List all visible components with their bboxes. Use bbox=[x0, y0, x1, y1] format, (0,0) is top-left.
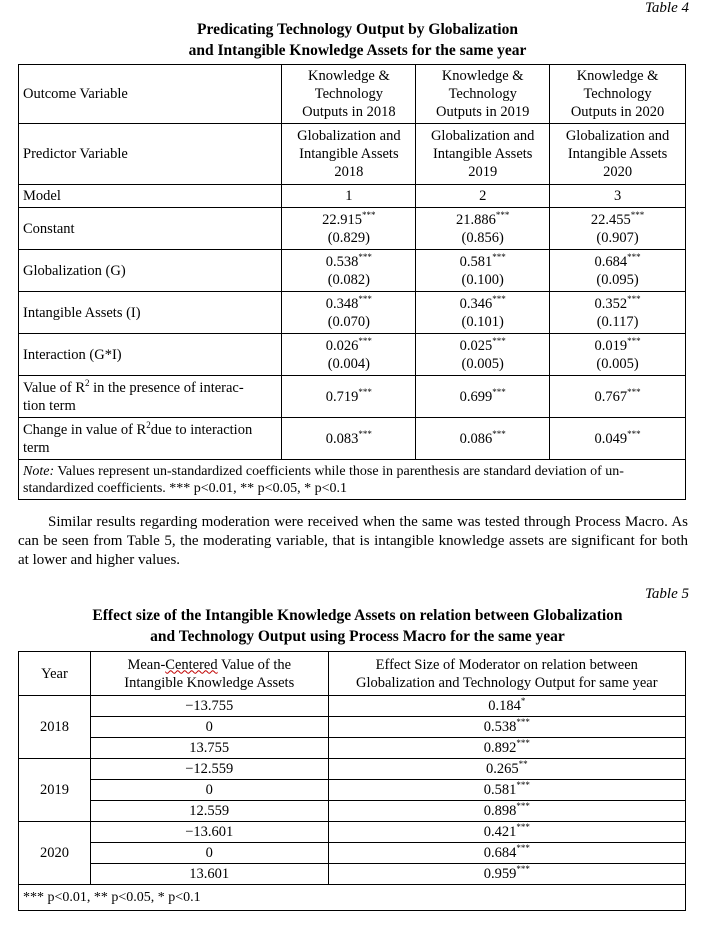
value-cell: −13.601 bbox=[90, 822, 328, 843]
coef-cell: 0.019*** (0.005) bbox=[550, 334, 686, 376]
coef-cell: 0.025*** (0.005) bbox=[416, 334, 550, 376]
body-paragraph: Similar results regarding moderation were received when the same was tested through Process Macro. As can be seen from Table 5, the moderating variable, that is intangible knowledge assets are significant for both at lower and higher values. bbox=[18, 514, 688, 568]
predictor-2020: Globalization and Intangible Assets 2020 bbox=[550, 124, 686, 185]
r2-value: 0.699*** bbox=[416, 376, 550, 418]
year-cell: 2020 bbox=[19, 822, 91, 885]
outcome-2018: Knowledge & Technology Outputs in 2018 bbox=[282, 65, 416, 124]
table-row bbox=[19, 801, 686, 822]
coef-cell: 0.348*** (0.070) bbox=[282, 292, 416, 334]
predictor-2018: Globalization and Intangible Assets 2018 bbox=[282, 124, 416, 185]
predictor-2019: Globalization and Intangible Assets 2019 bbox=[416, 124, 550, 185]
table5-title bbox=[0, 605, 715, 647]
table4-row-intangible bbox=[19, 292, 686, 334]
value-cell: −13.755 bbox=[90, 696, 328, 717]
row-label: Globalization (G) bbox=[19, 250, 282, 292]
model-1: 1 bbox=[282, 185, 416, 208]
outcome-2019: Knowledge & Technology Outputs in 2019 bbox=[416, 65, 550, 124]
table4-title-line2: and Intangible Knowledge Assets for the same year bbox=[188, 42, 527, 59]
table4-predictor-row bbox=[19, 124, 686, 185]
value-cell: 0 bbox=[90, 843, 328, 864]
table-row bbox=[19, 696, 686, 717]
table5-footnote: *** p<0.01, ** p<0.05, * p<0.1 bbox=[19, 885, 686, 911]
row-label: Intangible Assets (I) bbox=[19, 292, 282, 334]
table4-outcome-row bbox=[19, 65, 686, 124]
col-value-header: Mean-Centered Value of the Intangible Knowledge Assets bbox=[90, 652, 328, 696]
table4-row-globalization bbox=[19, 250, 686, 292]
table4-note: Note: Values represent un-standardized coefficients while those in parenthesis are standard deviation of un-standardized coefficients. *** p<0.01, ** p<0.05, * p<0.1 bbox=[19, 460, 686, 500]
row-label: Interaction (G*I) bbox=[19, 334, 282, 376]
model-3: 3 bbox=[550, 185, 686, 208]
effect-cell: 0.265** bbox=[328, 759, 685, 780]
model-label: Model bbox=[19, 185, 282, 208]
table5-footnote-row bbox=[19, 885, 686, 911]
r2-change-label: Change in value of $R^2due$ to interaction term bbox=[19, 418, 282, 460]
effect-cell: 0.898*** bbox=[328, 801, 685, 822]
predictor-label: Predictor Variable bbox=[19, 124, 282, 185]
table-row bbox=[19, 759, 686, 780]
table5-label: Table 5 bbox=[644, 586, 689, 602]
coef-cell: 0.352*** (0.117) bbox=[550, 292, 686, 334]
table4 bbox=[18, 64, 686, 500]
table-row bbox=[19, 738, 686, 759]
table5 bbox=[18, 651, 686, 911]
coef-cell: 0.346*** (0.101) bbox=[416, 292, 550, 334]
value-cell: 0 bbox=[90, 780, 328, 801]
table-row bbox=[19, 822, 686, 843]
table4-label: Table 4 bbox=[644, 0, 689, 16]
coef-cell: 0.684*** (0.095) bbox=[550, 250, 686, 292]
coef-cell: 0.538*** (0.082) bbox=[282, 250, 416, 292]
table4-row-r2-change bbox=[19, 418, 686, 460]
r2-value: 0.767*** bbox=[550, 376, 686, 418]
year-cell: 2018 bbox=[19, 696, 91, 759]
table4-title-line1: Predicating Technology Output by Globalization bbox=[197, 21, 518, 38]
effect-cell: 0.184* bbox=[328, 696, 685, 717]
year-cell: 2019 bbox=[19, 759, 91, 822]
effect-cell: 0.892*** bbox=[328, 738, 685, 759]
table4-row-interaction bbox=[19, 334, 686, 376]
effect-cell: 0.538*** bbox=[328, 717, 685, 738]
table4-title bbox=[0, 19, 715, 61]
coef-cell: 0.581*** (0.100) bbox=[416, 250, 550, 292]
row-label: Constant bbox=[19, 208, 282, 250]
coef-cell: 0.026*** (0.004) bbox=[282, 334, 416, 376]
table4-row-constant bbox=[19, 208, 686, 250]
value-cell: −12.559 bbox=[90, 759, 328, 780]
table5-title-line1: Effect size of the Intangible Knowledge Assets on relation between Globalization bbox=[92, 607, 623, 624]
table4-note-row bbox=[19, 460, 686, 500]
effect-cell: 0.684*** bbox=[328, 843, 685, 864]
col-year-header: Year bbox=[19, 652, 91, 696]
r2-change-value: 0.086*** bbox=[416, 418, 550, 460]
table-row bbox=[19, 717, 686, 738]
r2-value: 0.719*** bbox=[282, 376, 416, 418]
col-effect-header: Effect Size of Moderator on relation between Globalization and Technology Output for same year bbox=[328, 652, 685, 696]
r2-label: Value of $R^2$ in the presence of interac- tion term bbox=[19, 376, 282, 418]
value-cell: 13.601 bbox=[90, 864, 328, 885]
table-row bbox=[19, 864, 686, 885]
effect-cell: 0.581*** bbox=[328, 780, 685, 801]
coef-cell: 22.455*** (0.907) bbox=[550, 208, 686, 250]
r2-change-value: 0.049*** bbox=[550, 418, 686, 460]
table4-model-row bbox=[19, 185, 686, 208]
coef-cell: 21.886*** (0.856) bbox=[416, 208, 550, 250]
table4-row-r2 bbox=[19, 376, 686, 418]
r2-change-value: 0.083*** bbox=[282, 418, 416, 460]
outcome-label: Outcome Variable bbox=[19, 65, 282, 124]
outcome-2020: Knowledge & Technology Outputs in 2020 bbox=[550, 65, 686, 124]
table-row bbox=[19, 780, 686, 801]
value-cell: 13.755 bbox=[90, 738, 328, 759]
table5-header-row bbox=[19, 652, 686, 696]
effect-cell: 0.421*** bbox=[328, 822, 685, 843]
effect-cell: 0.959*** bbox=[328, 864, 685, 885]
table-row bbox=[19, 843, 686, 864]
value-cell: 12.559 bbox=[90, 801, 328, 822]
model-2: 2 bbox=[416, 185, 550, 208]
coef-cell: 22.915*** (0.829) bbox=[282, 208, 416, 250]
table5-title-line2: and Technology Output using Process Macro for the same year bbox=[150, 628, 565, 645]
value-cell: 0 bbox=[90, 717, 328, 738]
